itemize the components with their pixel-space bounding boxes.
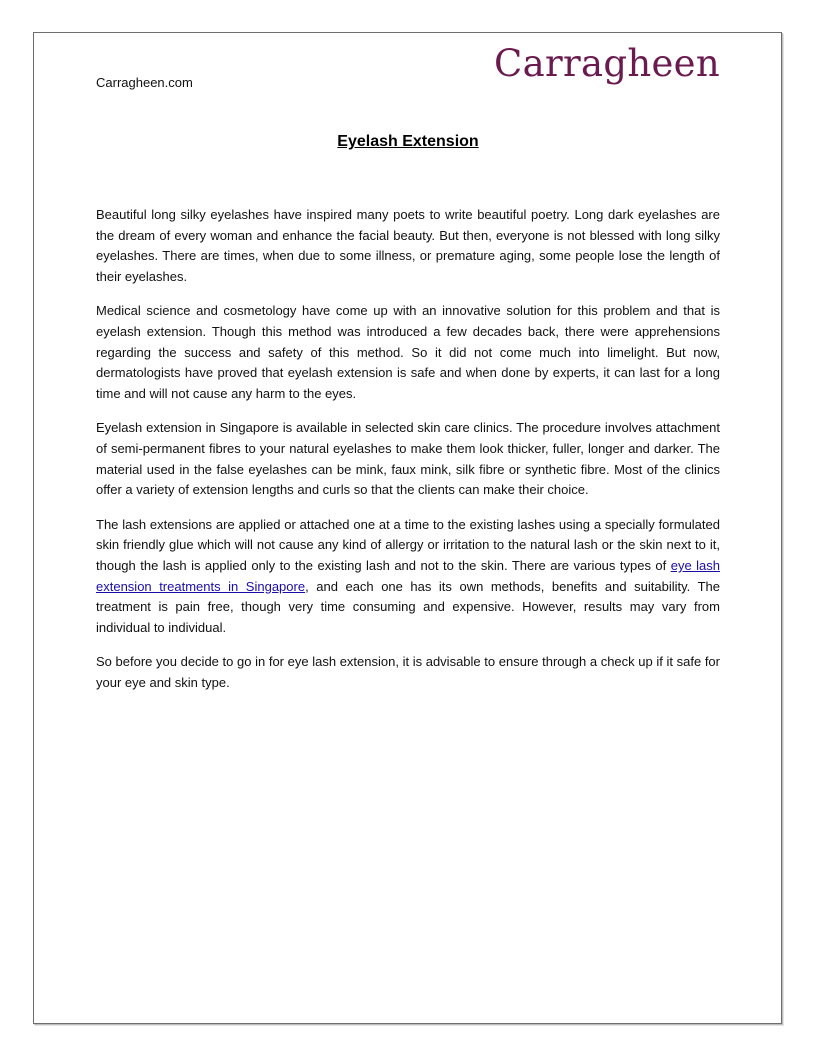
paragraph-1: Beautiful long silky eyelashes have inspired many poets to write beautiful poetry. Long dark eyelashes are the dream of every woman and enhance the facial beauty. But then, everyone is not blessed with long silky eyelashes. There are times, when due to some illness, or premature aging, some people lose the length of their eyelashes. bbox=[96, 207, 720, 285]
eye-lash-extension-link[interactable]: eye lash extension treatments in Singapore bbox=[96, 558, 720, 594]
paragraph-2: Medical science and cosmetology have come up with an innovative solution for this problem and that is eyelash extension. Though this method was introduced a few decades back, there were apprehensions regarding the success and safety of this method. So it did not come much into limelight. But now, dermatologists have proved that eyelash extension is safe and when done by experts, it can last for a long time and will not cause any harm to the eyes. bbox=[96, 303, 720, 402]
paragraph-5: So before you decide to go in for eye lash extension, it is advisable to ensure through a check up if it safe for your eye and skin type. bbox=[96, 654, 720, 691]
paragraph-4-text-before: The lash extensions are applied or attached one at a time to the existing lashes using a specially formulated skin friendly glue which will not cause any kind of allergy or irritation to the natural lash or the skin next to it, though the lash is applied only to the existing lash and not to the skin. There are various types of bbox=[96, 516, 720, 574]
brand-logo: Carragheen bbox=[494, 42, 720, 85]
paragraph-4 bbox=[96, 515, 720, 639]
paragraph-3: Eyelash extension in Singapore is available in selected skin care clinics. The procedure involves attachment of semi-permanent fibres to your natural eyelashes to make them look thicker, fuller, longer and darker. The material used in the false eyelashes can be mink, faux mink, silk fibre or synthetic fibre. Most of the clinics offer a variety of extension lengths and curls so that the clients can make their choice. bbox=[96, 420, 720, 498]
document-body bbox=[96, 205, 720, 707]
document-title: Eyelash Extension bbox=[337, 133, 479, 150]
paragraph-4-text-after: , and each one has its own methods, benefits and suitability. The treatment is pain free, though very time consuming and expensive. However, results may vary from individual to individual. bbox=[96, 578, 720, 636]
site-url: Carragheen.com bbox=[96, 75, 193, 90]
